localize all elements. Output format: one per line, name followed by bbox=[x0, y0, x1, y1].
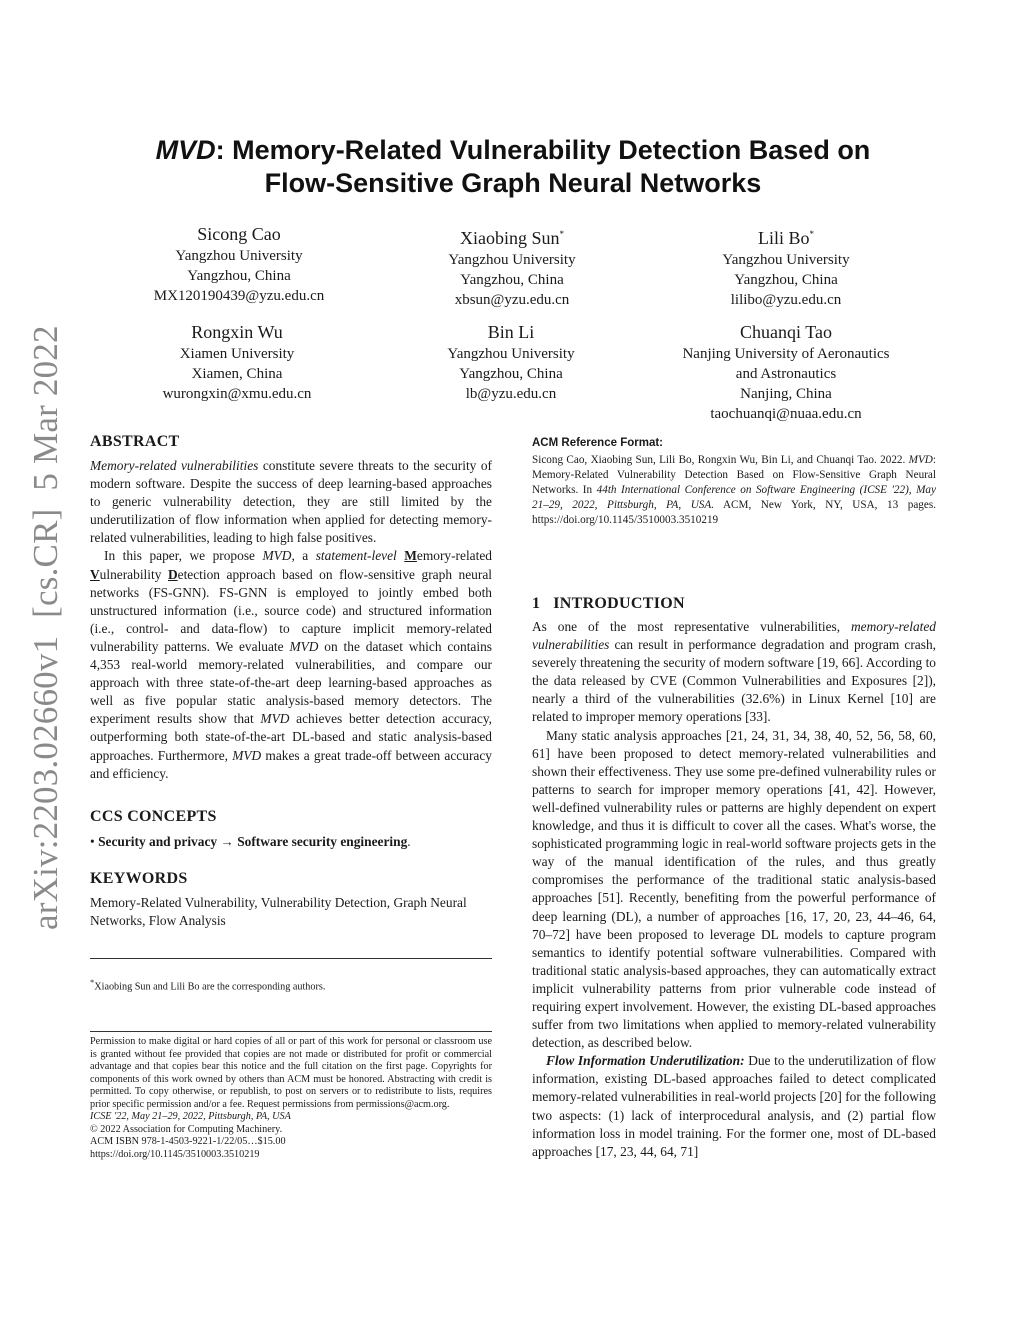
ccs-concept: Security and privacy bbox=[98, 834, 218, 849]
acronym-letter: M bbox=[404, 548, 417, 564]
arxiv-side-label: arXiv:2203.02660v1 [cs.CR] 5 Mar 2022 bbox=[26, 325, 65, 930]
arrow-icon: → bbox=[217, 834, 238, 849]
abstract-paragraph-2 bbox=[90, 547, 492, 782]
author-affiliation: Yangzhou University bbox=[447, 346, 575, 362]
abstract-italic-term: Memory-related vulnerabilities bbox=[90, 458, 259, 473]
author-email[interactable]: xbsun@yzu.edu.cn bbox=[454, 292, 570, 308]
title-line1: : Memory-Related Vulnerability Detection Based on bbox=[215, 135, 871, 165]
author-location: Xiamen, China bbox=[191, 366, 283, 382]
ref-venue: 44th International Conference on Software Engineering (ICSE '22), May 21–29, 2022, Pittsburgh, PA, USA. bbox=[532, 484, 936, 511]
author-affiliation: Nanjing University of Aeronautics bbox=[682, 346, 890, 362]
introduction-section bbox=[532, 595, 936, 1161]
section-title: INTRODUCTION bbox=[553, 595, 685, 612]
abstract-heading: ABSTRACT bbox=[90, 433, 180, 450]
author-location: Yangzhou, China bbox=[459, 366, 563, 382]
abstract-paragraph-1 bbox=[90, 457, 492, 547]
paragraph-run-in-head: Flow Information Underutilization: bbox=[546, 1053, 745, 1069]
title-line2: Flow-Sensitive Graph Neural Networks bbox=[264, 168, 762, 198]
permission-text: Permission to make digital or hard copies of all or part of this work for personal or classroom use is granted without fee provided that copies are not made or distributed for profit or commercial advantage and that copies bear this notice and the full citation on the first page. Copyrights for components of this work owned by others than ACM must be honored. Abstracting with credit is permitted. To copy otherwise, or republish, to post on servers or to redistribute to lists, requires prior specific permission and/or a fee. Request permissions from permissions@acm.org. bbox=[90, 1036, 492, 1110]
keywords-section bbox=[90, 870, 492, 930]
acronym-letter: V bbox=[90, 566, 100, 582]
abstract-p2-text: etection approach based on flow-sensitive graph neural networks (FS-GNN). FS-GNN is employed to jointly embed both unstructured information (i.e., source code) and structured information (i.e., control- and data-flow) to capture implicit memory-related vulnerability patterns. We evaluate bbox=[90, 566, 493, 654]
author-name: Lili Bo bbox=[757, 228, 810, 248]
permission-rule bbox=[90, 1031, 492, 1032]
intro-text: can result in performance degradation and program crash, severely threatening the security of modern software [19, 66]. According to the data released by CVE (Common Vulnerabilities and Exposures [2]), nearly a third of the vulnerabilities (32.6%) in Linux Kernel [10] are related to improper memory operations [33]. bbox=[532, 637, 936, 725]
acm-reference bbox=[532, 437, 936, 528]
author-block bbox=[89, 222, 389, 306]
abstract-p2-text: , a bbox=[291, 548, 316, 564]
author-email[interactable]: wurongxin@xmu.edu.cn bbox=[162, 386, 312, 402]
ref-text: ACM, New York, NY, USA, 13 pages. https://doi.org/10.1145/3510003.3510219 bbox=[532, 499, 936, 526]
bullet: • bbox=[90, 834, 95, 849]
footnote bbox=[90, 976, 492, 994]
venue-italic: ICSE '22, May 21–29, 2022, Pittsburgh, PA, USA bbox=[90, 1111, 291, 1122]
intro-paragraph-2: Many static analysis approaches [21, 24, 31, 34, 38, 40, 52, 56, 58, 60, 61] have been proposed to detect memory-related vulnerabilities and shown their effectiveness. They use some pre-defined vulnerability rules or patterns to search for improper memory operations [41, 42]. However, well-defined vulnerability rules or patterns are highly dependent on expert knowledge, and thus it is difficult to cover all the cases. What's worse, the sophisticated programming logic in real-world software projects gets in the way of the manual identification of the rules, and thus greatly compromises the performance of the traditional static analysis-based approaches [51]. Recently, benefiting from the powerful performance of deep learning (DL), a number of approaches [16, 17, 20, 23, 44–46, 64, 70–72] have been proposed to leverage DL models to capture program semantics to identify potential software vulnerabilities. Compared with traditional static analysis-based approaches, they can automatically extract implicit vulnerability patterns from prior vulnerable code instead of requiring expert involvement. However, the existing DL-based approaches suffer from two limitations when applied to memory-related vulnerability detection, as described below. bbox=[532, 727, 936, 1051]
footnote-text bbox=[90, 976, 492, 994]
author-name: Rongxin Wu bbox=[191, 322, 283, 342]
mvd-term: MVD bbox=[908, 454, 933, 466]
permission-isbn: ACM ISBN 978-1-4503-9221-1/22/05…$15.00 bbox=[90, 1136, 286, 1147]
author-block bbox=[361, 320, 661, 404]
permission-block bbox=[90, 1036, 492, 1161]
intro-paragraph-3 bbox=[532, 1052, 936, 1161]
author-affiliation: Yangzhou University bbox=[448, 252, 576, 268]
author-affiliation-line2: and Astronautics bbox=[735, 366, 837, 382]
author-name: Chuanqi Tao bbox=[740, 322, 832, 342]
acronym-letter: D bbox=[167, 566, 178, 582]
author-name: Xiaobing Sun bbox=[459, 228, 560, 248]
keywords-heading: KEYWORDS bbox=[90, 870, 188, 887]
author-block bbox=[362, 222, 662, 310]
author-email[interactable]: lb@yzu.edu.cn bbox=[465, 386, 557, 402]
period: . bbox=[407, 834, 411, 849]
author-location: Nanjing, China bbox=[740, 386, 832, 402]
ccs-heading: CCS CONCEPTS bbox=[90, 808, 217, 825]
author-name: Bin Li bbox=[487, 322, 535, 342]
permission-copyright: © 2022 Association for Computing Machinery. bbox=[90, 1123, 283, 1135]
intro-text: As one of the most representative vulnerabilities, bbox=[532, 619, 851, 634]
footnote-mark: * bbox=[90, 977, 95, 987]
mvd-term: MVD bbox=[232, 747, 262, 763]
intro-heading bbox=[532, 595, 936, 613]
ref-text: Sicong Cao, Xiaobing Sun, Lili Bo, Rongxin Wu, Bin Li, and Chuanqi Tao. 2022. bbox=[532, 454, 909, 466]
footnote-body: Xiaobing Sun and Lili Bo are the corresponding authors. bbox=[94, 981, 326, 993]
abstract-p2-text: ulnerability bbox=[99, 566, 168, 582]
abstract-p2-text: emory-related bbox=[416, 548, 492, 564]
ref-text: : Memory-Related Vulnerability Detection Based on Flow-Sensitive Graph Neural Networks. In bbox=[532, 454, 936, 496]
abstract-p2-text: In this paper, we propose bbox=[104, 548, 263, 564]
abstract-p2-text: achieves better detection accuracy, outperforming both state-of-the-art DL-based and static analysis-based approaches. Furthermore, bbox=[90, 711, 493, 763]
author-affiliation: Xiamen University bbox=[179, 346, 295, 362]
abstract-p2-text: makes a great trade-off between accuracy and efficiency. bbox=[90, 747, 492, 781]
abstract-p2-text: on the dataset which contains 4,353 real-world memory-related vulnerabilities, and compare our approach with three state-of-the-art deep learning-based approaches as well as five popular static analysis-based memory detectors. The experiment results show that bbox=[90, 638, 492, 727]
section-number: 1 bbox=[532, 595, 541, 612]
mvd-term: MVD bbox=[262, 548, 292, 564]
ccs-section bbox=[90, 808, 492, 851]
acm-ref-text bbox=[532, 453, 936, 528]
statement-level-term: statement-level bbox=[315, 548, 405, 564]
mvd-term: MVD bbox=[289, 638, 319, 654]
intro-paragraph-1 bbox=[532, 618, 936, 727]
author-location: Yangzhou, China bbox=[734, 272, 838, 288]
author-block bbox=[636, 222, 936, 310]
author-affiliation: Yangzhou University bbox=[175, 248, 303, 264]
corresponding-mark: * bbox=[559, 229, 564, 239]
author-location: Yangzhou, China bbox=[187, 268, 291, 284]
ccs-concepts bbox=[90, 833, 492, 851]
author-email[interactable]: lilibo@yzu.edu.cn bbox=[730, 292, 842, 308]
author-block bbox=[87, 320, 387, 404]
author-name: Sicong Cao bbox=[197, 224, 281, 244]
abstract-p1-text: constitute severe threats to the security of modern software. Despite the success of deep learning-based approaches to generic vulnerability detection, they are still limited by the underutilization of flow information when applied for detecting memory-related vulnerabilities, leading to high false positives. bbox=[90, 458, 492, 546]
corresponding-mark: * bbox=[809, 229, 814, 239]
title-italic: MVD bbox=[155, 135, 216, 165]
intro-text: Due to the underutilization of flow information, existing DL-based approaches failed to detect complicated memory-related vulnerabilities in real-world projects [20] for the following two aspects: (1) lack of interprocedural analysis, and (2) partial flow information loss in model training. For the former one, most of DL-based approaches [17, 23, 44, 64, 71] bbox=[532, 1053, 937, 1159]
footnote-rule bbox=[90, 958, 492, 959]
author-affiliation: Yangzhou University bbox=[722, 252, 850, 268]
permission-venue bbox=[90, 1111, 492, 1124]
keywords-text: Memory-Related Vulnerability, Vulnerability Detection, Graph Neural Networks, Flow Analysis bbox=[90, 895, 467, 929]
author-location: Yangzhou, China bbox=[460, 272, 564, 288]
mvd-term: MVD bbox=[260, 711, 290, 727]
author-block bbox=[636, 320, 936, 424]
author-email[interactable]: taochuanqi@nuaa.edu.cn bbox=[710, 406, 862, 422]
permission-doi[interactable]: https://doi.org/10.1145/3510003.3510219 bbox=[90, 1148, 260, 1160]
author-email[interactable]: MX120190439@yzu.edu.cn bbox=[153, 288, 325, 304]
acm-ref-heading: ACM Reference Format: bbox=[532, 437, 663, 449]
abstract-section bbox=[90, 433, 492, 783]
intro-italic-term: memory-related vulnerabilities bbox=[532, 619, 936, 653]
paper-title bbox=[90, 134, 936, 200]
ccs-concept: Software security engineering bbox=[237, 834, 408, 849]
